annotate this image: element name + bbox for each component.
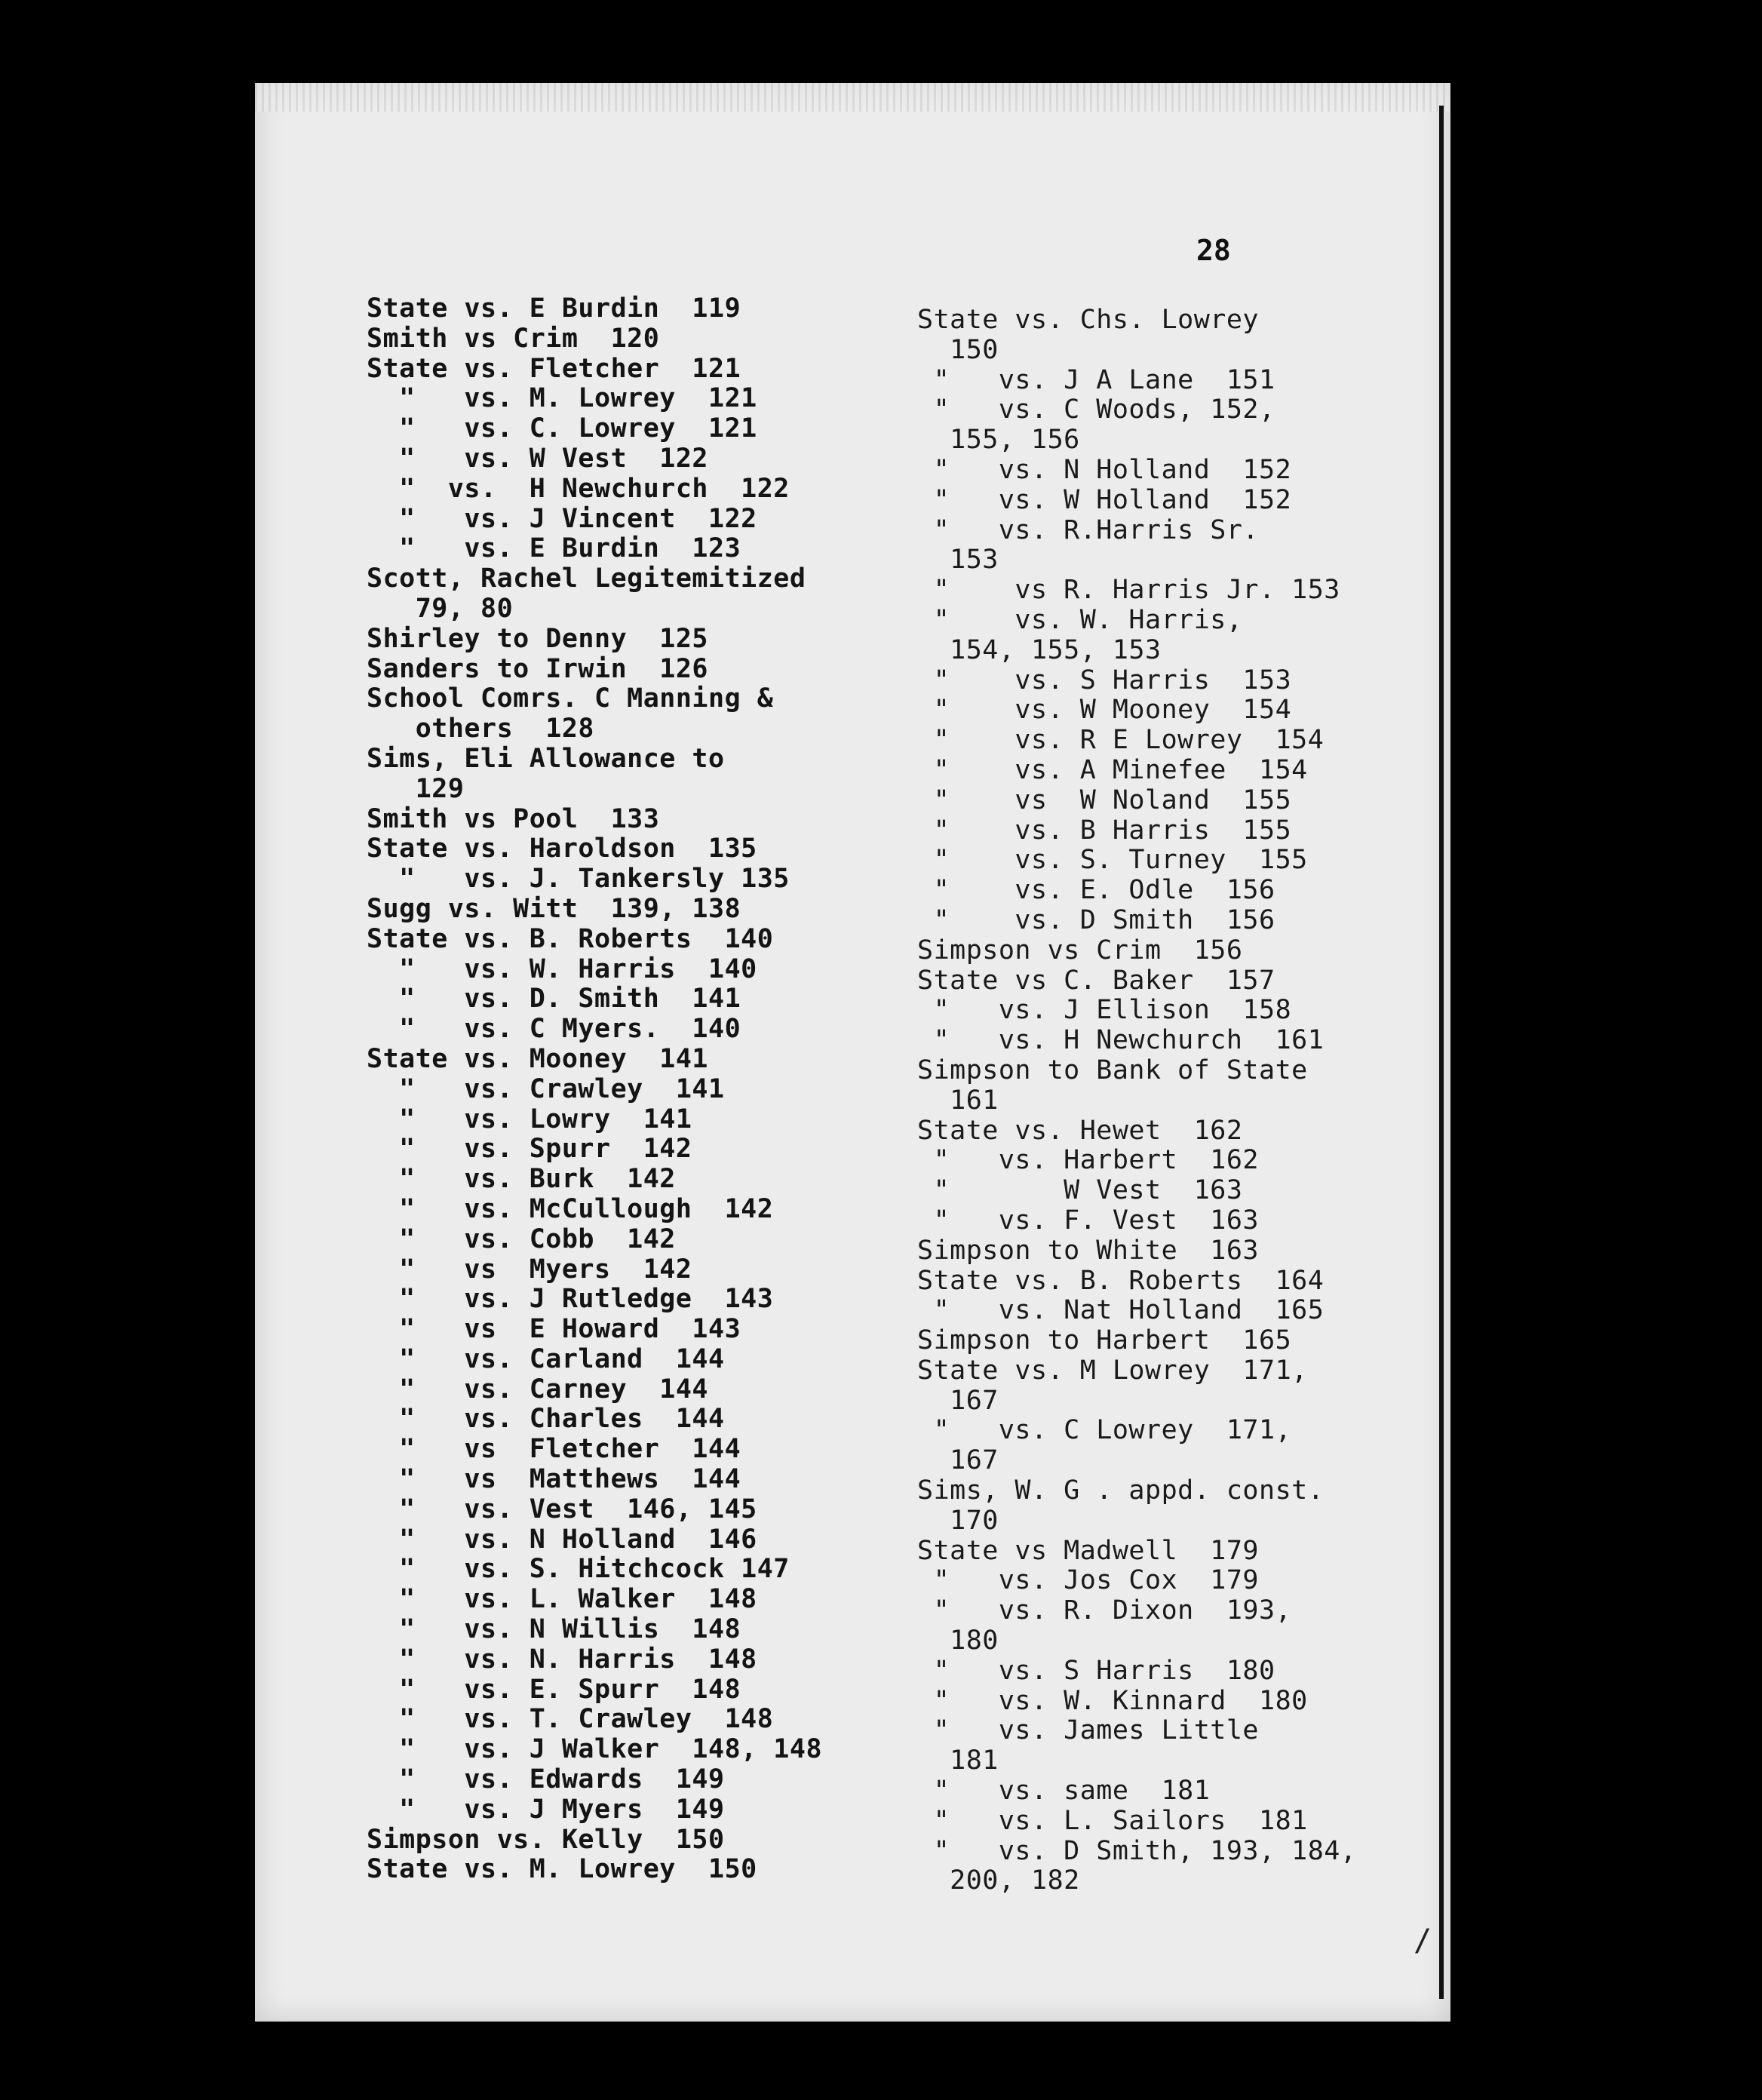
index-entry: " vs. Carland 144 [367,1343,725,1374]
index-entry: " vs. C Lowrey 171, [917,1415,1292,1446]
index-entry: Sugg vs. Witt 139, 138 [367,893,741,924]
index-entry: " vs. W. Harris 140 [367,953,757,984]
index-entry: " vs. D Smith, 193, 184, [917,1835,1357,1866]
index-entry: 200, 182 [917,1865,1080,1896]
index-entry: " vs. H Newchurch 122 [367,473,790,504]
index-entry: " vs. M. Lowrey 121 [367,383,757,414]
index-entry: " vs. S. Turney 155 [917,845,1308,876]
index-entry: State vs. M Lowrey 171, [917,1355,1308,1386]
index-entry: " vs. Jos Cox 179 [917,1565,1260,1596]
index-entry: " vs. R. Dixon 193, [917,1595,1292,1626]
index-entry: State vs. Chs. Lowrey [917,305,1260,335]
index-entry: Smith vs Pool 133 [367,803,660,834]
index-entry: " vs. N Willis 148 [367,1614,741,1645]
index-entry: 180 [917,1626,999,1656]
index-entry: Simpson to White 163 [917,1235,1260,1266]
index-entry: " vs. Nat Holland 165 [917,1295,1325,1326]
index-entry: State vs. Haroldson 135 [367,834,757,864]
right-index-column [917,305,1400,1896]
index-entry: " vs. James Little [917,1715,1260,1746]
index-entry: " vs. D Smith 156 [917,904,1275,935]
index-entry: " vs. R E Lowrey 154 [917,725,1325,756]
index-entry: 153 [917,545,999,576]
index-entry: " vs. Burk 142 [367,1164,676,1195]
index-entry: " vs. Carney 144 [367,1374,709,1405]
index-entry: " vs. same 181 [917,1776,1211,1807]
index-entry: 129 [367,773,465,804]
index-entry: " vs. B Harris 155 [917,815,1292,846]
index-entry: " vs. Spurr 142 [367,1134,692,1165]
index-entry: Sims, W. G . appd. const. [917,1475,1325,1506]
index-entry: State vs Madwell 179 [917,1535,1260,1566]
index-entry: " W Vest 163 [917,1175,1243,1206]
page-top-edge [255,83,1450,112]
index-entry: State vs C. Baker 157 [917,965,1275,996]
index-entry: Simpson to Harbert 165 [917,1325,1292,1356]
index-entry: 161 [917,1085,999,1116]
index-entry: State vs. B. Roberts 164 [917,1265,1325,1296]
index-entry: 181 [917,1745,999,1776]
index-entry: School Comrs. C Manning & [367,683,774,714]
index-entry: " vs. J Vincent 122 [367,503,757,534]
index-entry: Simpson vs Crim 156 [917,935,1243,966]
index-entry: " vs. Harbert 162 [917,1145,1260,1176]
index-entry: " vs. Crawley 141 [367,1073,725,1104]
index-entry: " vs. D. Smith 141 [367,984,741,1015]
index-entry: " vs. E Burdin 123 [367,533,741,564]
index-entry: " vs W Noland 155 [917,784,1292,815]
index-entry: " vs. W. Harris, [917,604,1243,635]
index-entry: " vs. J Rutledge 143 [367,1284,774,1315]
index-entry: " vs. Charles 144 [367,1404,725,1435]
index-entry: Simpson to Bank of State [917,1055,1308,1085]
index-entry: " vs. J. Tankersly 135 [367,864,790,895]
index-entry: State vs. Mooney 141 [367,1043,709,1074]
index-entry: " vs. Vest 146, 145 [367,1494,757,1524]
page-right-rule [1439,106,1444,1999]
index-entry: " vs. T. Crawley 148 [367,1704,774,1735]
index-entry: " vs. R.Harris Sr. [917,514,1260,545]
index-entry: " vs. N Holland 146 [367,1524,757,1555]
ledger-page [255,83,1450,2022]
index-entry: " vs. W Mooney 154 [917,695,1292,726]
index-entry: " vs. A Minefee 154 [917,754,1308,785]
index-entry: " vs. W Holland 152 [917,484,1292,515]
index-entry: " vs. Lowry 141 [367,1104,692,1134]
index-entry: " vs R. Harris Jr. 153 [917,575,1340,606]
index-entry: " vs. H Newchurch 161 [917,1025,1325,1056]
index-entry: " vs. W. Kinnard 180 [917,1685,1308,1716]
index-entry: " vs. W Vest 122 [367,443,709,474]
index-entry: 170 [917,1505,999,1536]
index-entry: State vs. E Burdin 119 [367,293,741,324]
index-entry: others 128 [367,714,595,745]
index-entry: Shirley to Denny 125 [367,623,709,654]
index-entry: Smith vs Crim 120 [367,323,660,354]
index-entry: " vs. Edwards 149 [367,1764,725,1795]
left-index-column [367,294,849,1885]
index-entry: " vs. S Harris 153 [917,665,1292,695]
index-entry: " vs. S Harris 180 [917,1655,1275,1686]
index-entry: " vs. Cobb 142 [367,1223,676,1254]
index-entry: 154, 155, 153 [917,634,1162,665]
index-entry: " vs. J Ellison 158 [917,995,1292,1026]
corner-mark: / [1414,1923,1432,1958]
index-entry: " vs. N. Harris 148 [367,1644,757,1675]
index-entry: " vs. J A Lane 151 [917,364,1275,395]
index-entry: " vs. F. Vest 163 [917,1205,1260,1236]
index-entry: " vs E Howard 143 [367,1314,741,1345]
index-entry: " vs. S. Hitchcock 147 [367,1554,790,1585]
index-entry: " vs. L. Walker 148 [367,1584,757,1615]
index-entry: Sims, Eli Allowance to [367,743,725,774]
index-entry: 167 [917,1445,999,1476]
index-entry: " vs. J Myers 149 [367,1794,725,1825]
index-entry: " vs Matthews 144 [367,1464,741,1495]
index-entry: Scott, Rachel Legitemitized [367,563,806,594]
index-entry: " vs. E. Spurr 148 [367,1674,741,1705]
index-entry: " vs. C Myers. 140 [367,1014,741,1045]
index-entry: Simpson vs. Kelly 150 [367,1824,725,1855]
index-entry: Sanders to Irwin 126 [367,653,709,684]
index-entry: " vs Fletcher 144 [367,1434,741,1465]
index-entry: 79, 80 [367,593,514,624]
index-entry: " vs. J Walker 148, 148 [367,1734,823,1765]
index-entry: State vs. Fletcher 121 [367,353,741,384]
index-entry: State vs. B. Roberts 140 [367,923,774,954]
index-entry: 155, 156 [917,425,1080,456]
index-entry: " vs Myers 142 [367,1254,692,1285]
index-entry: State vs. Hewet 162 [917,1115,1243,1146]
index-entry: " vs. C. Lowrey 121 [367,413,757,444]
index-entry: " vs. McCullough 142 [367,1193,774,1224]
index-entry: " vs. N Holland 152 [917,454,1292,485]
index-entry: 150 [917,334,999,365]
index-entry: 167 [917,1385,999,1416]
index-entry: " vs. C Woods, 152, [917,395,1275,425]
page-number: 28 [1196,234,1231,267]
index-entry: " vs. L. Sailors 181 [917,1805,1308,1836]
index-entry: State vs. M. Lowrey 150 [367,1854,757,1885]
index-entry: " vs. E. Odle 156 [917,875,1275,906]
